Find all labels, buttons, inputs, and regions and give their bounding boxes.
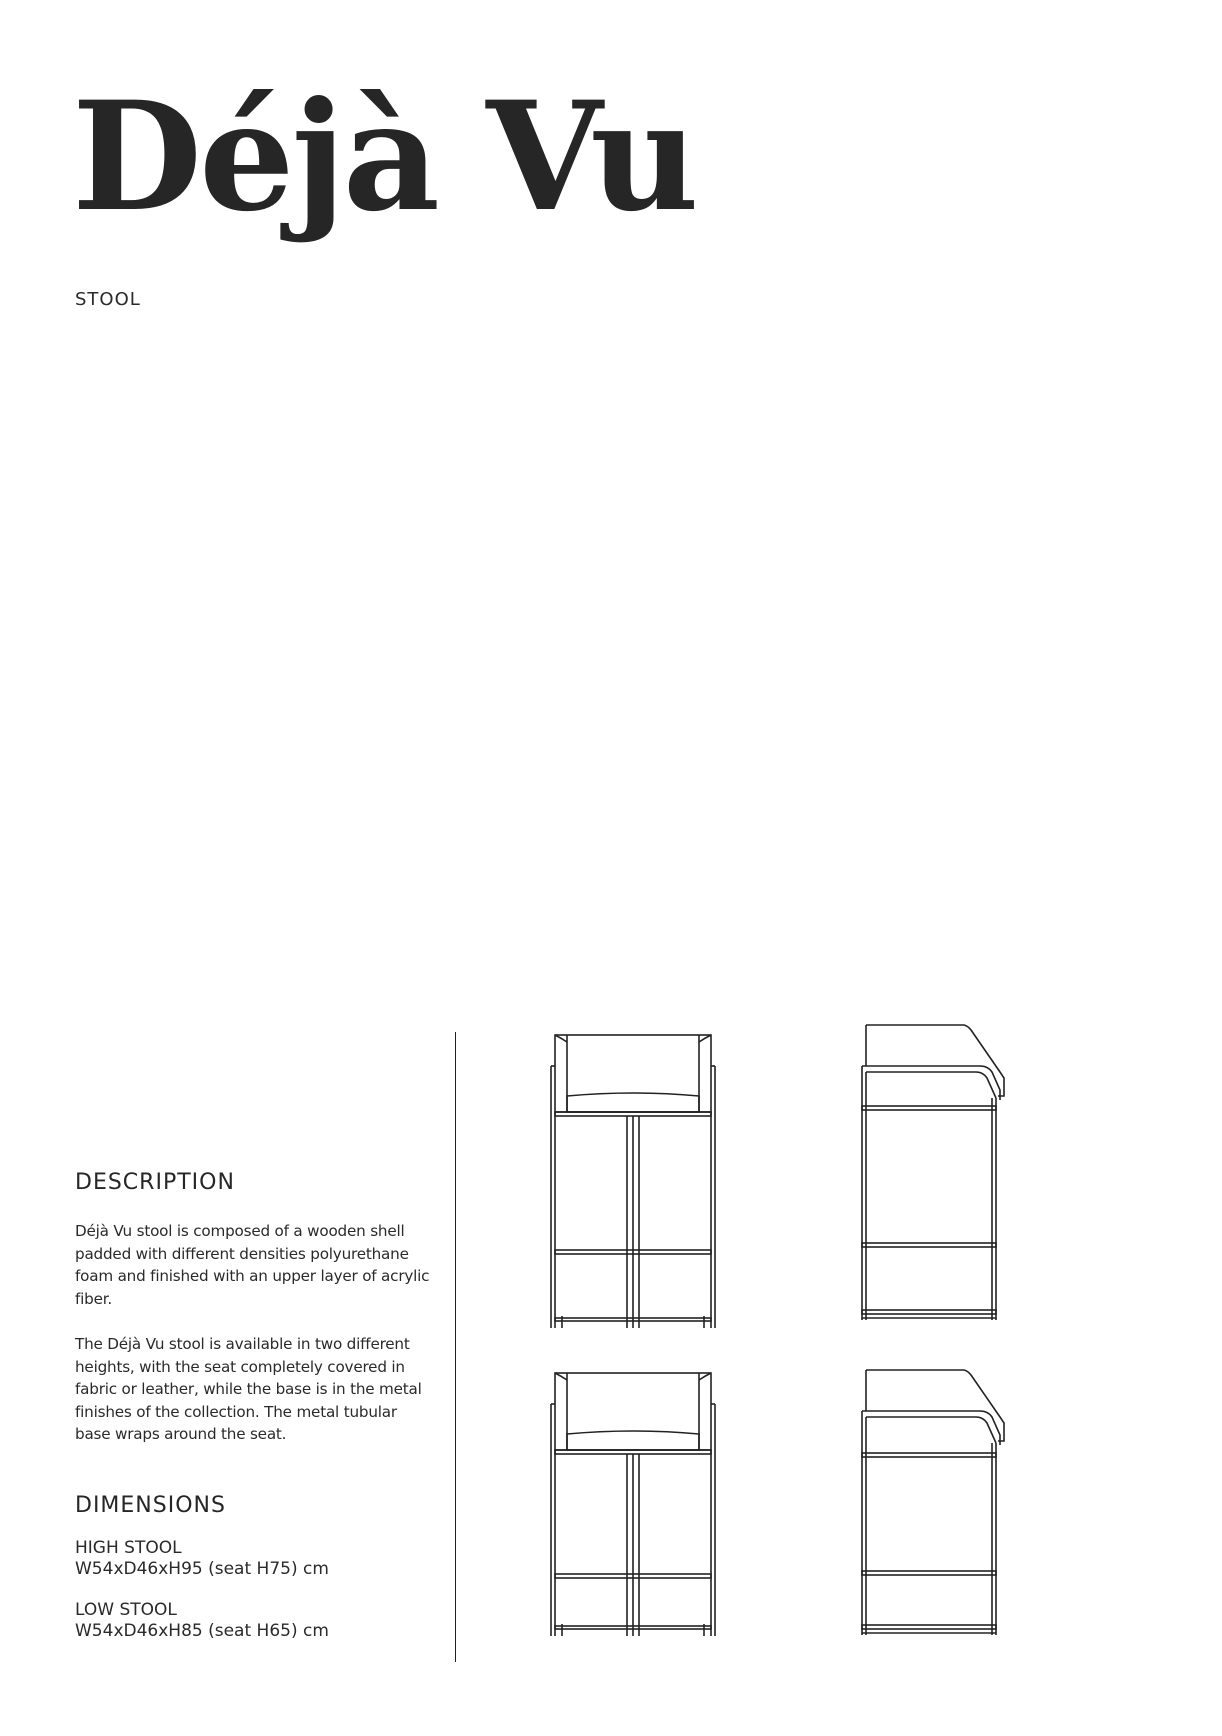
dimensions-heading: DIMENSIONS	[75, 1493, 226, 1518]
high-stool-dimensions	[75, 1538, 329, 1580]
high-stool-front-drawing	[548, 1030, 718, 1330]
front-view-illustration	[548, 1030, 718, 1330]
description-paragraph-1: Déjà Vu stool is composed of a wooden shell padded with different densities polyurethane foam and finished with an upper layer of acrylic fiber.	[75, 1222, 430, 1308]
product-subtitle: STOOL	[75, 289, 141, 310]
description-heading: DESCRIPTION	[75, 1170, 235, 1195]
low-stool-side-drawing	[856, 1365, 1016, 1640]
product-title: Déjà Vu	[72, 69, 697, 245]
high-stool-side-drawing	[856, 1020, 1016, 1325]
low-stool-front-drawing	[548, 1368, 718, 1638]
high-stool-value: W54xD46xH95 (seat H75) cm	[75, 1559, 329, 1579]
side-view-illustration	[856, 1365, 1016, 1640]
low-stool-dimensions	[75, 1600, 329, 1642]
low-stool-label: LOW STOOL	[75, 1600, 177, 1620]
front-view-illustration	[548, 1368, 718, 1638]
vertical-divider	[455, 1032, 456, 1662]
high-stool-label: HIGH STOOL	[75, 1538, 182, 1558]
description-paragraph-2: The Déjà Vu stool is available in two different heights, with the seat completely covered in fabric or leather, while the base is in the metal finishes of the collection. The metal tubular base wraps around the seat.	[75, 1335, 422, 1444]
side-view-illustration	[856, 1020, 1016, 1325]
low-stool-value: W54xD46xH85 (seat H65) cm	[75, 1621, 329, 1641]
